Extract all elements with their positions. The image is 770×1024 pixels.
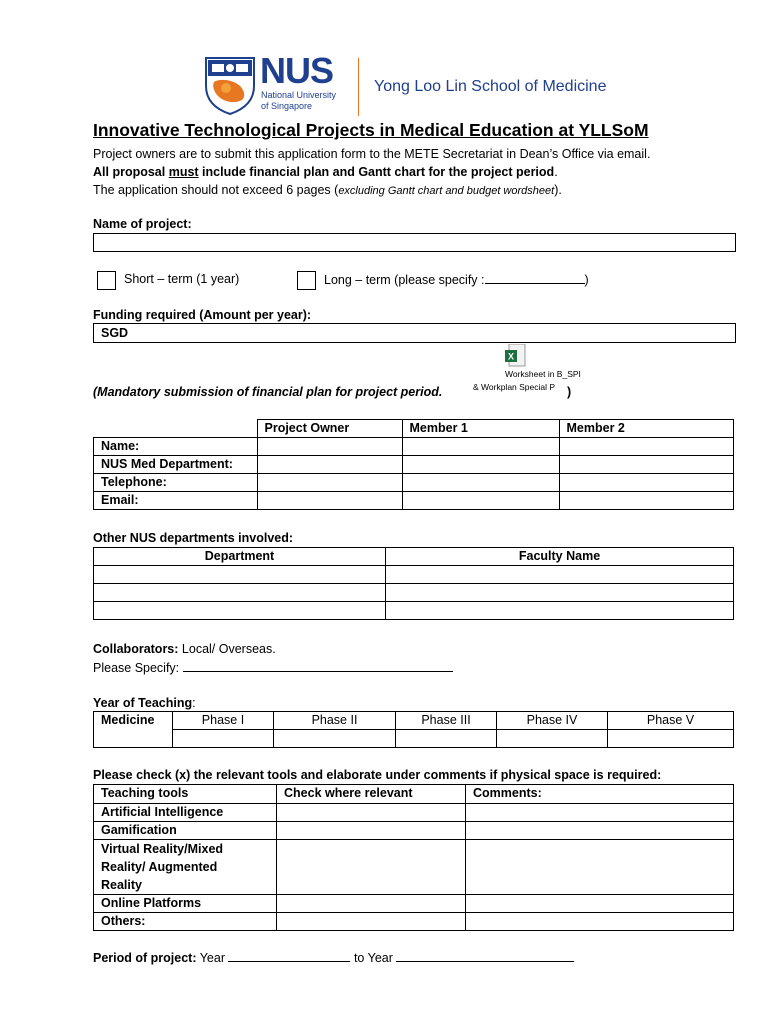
short-term-checkbox[interactable] [97, 271, 116, 290]
gamification-comment-cell[interactable] [466, 822, 734, 840]
period-start-blank[interactable] [228, 948, 350, 962]
collaborators-line [93, 640, 276, 658]
long-term-specify-blank[interactable] [485, 270, 585, 284]
tools-header-check: Check where relevant [277, 785, 466, 804]
online-check-cell[interactable] [277, 895, 466, 913]
phase-header: Phase III [396, 712, 497, 730]
long-term-close: ) [584, 273, 589, 287]
period-end-blank[interactable] [396, 948, 574, 962]
gamification-check-cell[interactable] [277, 822, 466, 840]
faculty-cell[interactable] [386, 566, 734, 584]
tools-label: Please check (x) the relevant tools and elaborate under comments if physical space is required: [93, 768, 662, 782]
owner-dept-cell[interactable] [257, 456, 402, 474]
member2-email-cell[interactable] [559, 492, 734, 510]
department-cell[interactable] [94, 584, 386, 602]
attachment-label-1: Worksheet in B_SPI [505, 369, 581, 379]
mandatory-note: (Mandatory submission of financial plan for project period. [93, 385, 443, 399]
intro-line2 [93, 163, 558, 181]
department-cell[interactable] [94, 602, 386, 620]
phase1-cell[interactable] [173, 730, 274, 748]
vr-comment-cell[interactable] [466, 840, 734, 895]
nus-logo [204, 50, 349, 118]
year-of-teaching-colon: : [192, 696, 196, 710]
name-of-project-label: Name of project: [93, 217, 192, 231]
tool-row-label-vr [94, 840, 277, 895]
medicine-label: Medicine [94, 712, 173, 748]
intro-line1: Project owners are to submit this application form to the METE Secretariat in Dean’s Office via email. [93, 147, 651, 161]
phase2-cell[interactable] [274, 730, 396, 748]
member1-name-cell[interactable] [402, 438, 559, 456]
department-cell[interactable] [94, 566, 386, 584]
tool-row-label: Reality [101, 878, 142, 892]
intro-line3-italic: excluding Gantt chart and budget wordsheet [338, 185, 555, 197]
others-check-cell[interactable] [277, 913, 466, 931]
svg-text:X: X [507, 351, 515, 362]
logo-divider [358, 58, 359, 116]
period-label: Period of project: [93, 951, 197, 965]
page-title: Innovative Technological Projects in Medical Education at YLLSoM [93, 120, 649, 140]
collaborators-specify-label: Please Specify: [93, 661, 180, 675]
member2-dept-cell[interactable] [559, 456, 734, 474]
collaborators-value: Local/ Overseas. [178, 642, 276, 656]
intro-line3-b: ). [554, 183, 562, 197]
members-header-blank [94, 420, 258, 438]
tool-row-label: Artificial Intelligence [94, 804, 277, 822]
tool-row-label: Reality/ Augmented [101, 860, 218, 874]
school-name: Yong Loo Lin School of Medicine [374, 78, 607, 95]
funding-field[interactable]: SGD [93, 323, 736, 343]
tool-row-label: Online Platforms [94, 895, 277, 913]
faculty-cell[interactable] [386, 602, 734, 620]
phase-header: Phase V [608, 712, 734, 730]
others-comment-cell[interactable] [466, 913, 734, 931]
members-header-member2: Member 2 [559, 420, 734, 438]
period-to-label: to Year [350, 951, 393, 965]
tools-header-tool: Teaching tools [94, 785, 277, 804]
nus-crest-icon [204, 56, 256, 116]
members-row-label: Email: [94, 492, 258, 510]
year-of-teaching-label: Year of Teaching [93, 696, 193, 710]
members-table [93, 419, 734, 510]
members-row-label: Telephone: [94, 474, 258, 492]
collaborators-specify [93, 658, 453, 677]
tools-header-comments: Comments: [466, 785, 734, 804]
intro-line2-b: include financial plan and Gantt chart for the project period [198, 165, 555, 179]
departments-table [93, 547, 734, 620]
period-year-label: Year [196, 951, 225, 965]
tool-row-label: Gamification [94, 822, 277, 840]
long-term-label [324, 270, 589, 289]
intro-line2-a: All proposal [93, 165, 169, 179]
members-row-label: NUS Med Department: [94, 456, 258, 474]
intro-line3 [93, 181, 562, 200]
logo-nus-text: NUS [260, 50, 334, 91]
intro-line2-must: must [168, 165, 199, 179]
departments-header-department: Department [94, 548, 386, 566]
member1-phone-cell[interactable] [402, 474, 559, 492]
owner-name-cell[interactable] [257, 438, 402, 456]
departments-label: Other NUS departments involved: [93, 531, 294, 545]
excel-file-icon [505, 344, 527, 368]
phase4-cell[interactable] [497, 730, 608, 748]
departments-header-faculty: Faculty Name [386, 548, 734, 566]
tool-row-label: Virtual Reality/Mixed [101, 842, 224, 856]
year-of-teaching-table [93, 711, 734, 748]
intro-line3-a: The application should not exceed 6 pages ( [93, 183, 339, 197]
ai-check-cell[interactable] [277, 804, 466, 822]
funding-label: Funding required (Amount per year): [93, 308, 312, 322]
intro-line2-c: . [554, 165, 558, 179]
members-header-member1: Member 1 [402, 420, 559, 438]
attachment-label-2: & Workplan Special P [473, 382, 556, 392]
name-of-project-field[interactable] [93, 233, 736, 252]
collaborators-label: Collaborators: [93, 642, 179, 656]
phase-header: Phase I [173, 712, 274, 730]
phase-header: Phase II [274, 712, 396, 730]
year-of-teaching-line [93, 694, 196, 712]
period-line [93, 948, 574, 967]
phase3-cell[interactable] [396, 730, 497, 748]
short-term-label: Short – term (1 year) [124, 272, 240, 286]
mandatory-close: ) [567, 385, 572, 399]
tools-table [93, 784, 734, 931]
phase5-cell[interactable] [608, 730, 734, 748]
members-row-label: Name: [94, 438, 258, 456]
online-comment-cell[interactable] [466, 895, 734, 913]
collaborators-specify-blank[interactable] [183, 658, 453, 672]
owner-email-cell[interactable] [257, 492, 402, 510]
faculty-cell[interactable] [386, 584, 734, 602]
logo-sub-line1: National University [261, 90, 337, 100]
member2-name-cell[interactable] [559, 438, 734, 456]
long-term-checkbox[interactable] [297, 271, 316, 290]
owner-phone-cell[interactable] [257, 474, 402, 492]
tool-row-label: Others: [94, 913, 277, 931]
members-header-owner: Project Owner [257, 420, 402, 438]
member2-phone-cell[interactable] [559, 474, 734, 492]
vr-check-cell[interactable] [277, 840, 466, 895]
long-term-text: Long – term (please specify : [324, 273, 485, 287]
ai-comment-cell[interactable] [466, 804, 734, 822]
member1-email-cell[interactable] [402, 492, 559, 510]
member1-dept-cell[interactable] [402, 456, 559, 474]
phase-header: Phase IV [497, 712, 608, 730]
logo-sub-line2: of Singapore [261, 101, 313, 111]
